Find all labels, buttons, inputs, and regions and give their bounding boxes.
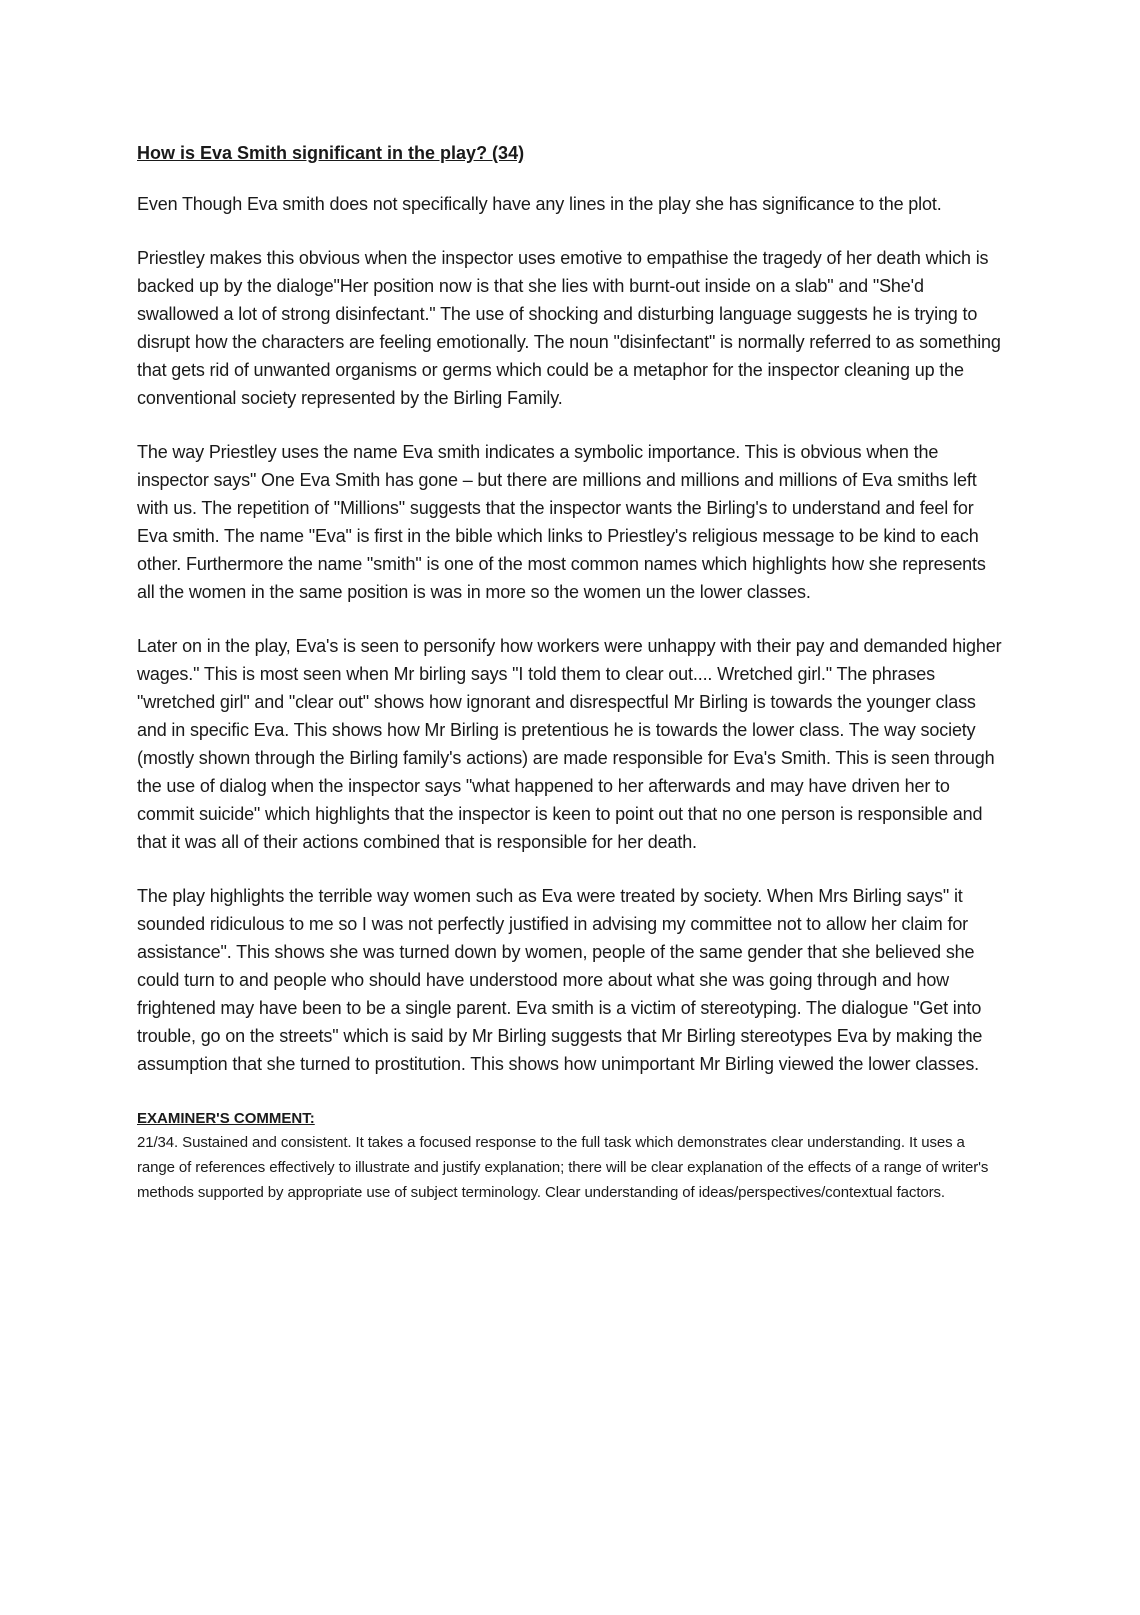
document-page	[137, 140, 1003, 1205]
examiner-comment-text: 21/34. Sustained and consistent. It takes a focused response to the full task which demonstrates clear understanding. It uses a range of references effectively to illustrate and justify explanation; there will be clear explanation of the effects of a range of writer's methods supported by appropriate use of subject terminology. Clear understanding of ideas/perspectives/contextual factors.	[137, 1134, 989, 1201]
essay-paragraph-1: Even Though Eva smith does not specifically have any lines in the play she has significance to the plot.	[137, 194, 942, 214]
essay-title: How is Eva Smith significant in the play? (34)	[137, 143, 525, 163]
essay-paragraph-4: Later on in the play, Eva's is seen to personify how workers were unhappy with their pay and demanded higher wages." This is most seen when Mr birling says "I told them to clear out.... Wretched girl." The phrases "wretched girl" and "clear out" shows how ignorant and disrespectful Mr Birling is towards the younger class and in specific Eva. This shows how Mr Birling is pretentious he is towards the lower class. The way society (mostly shown through the Birling family's actions) are made responsible for Eva's Smith. This is seen through the use of dialog when the inspector says "what happened to her afterwards and may have driven her to commit suicide" which highlights that the inspector is keen to point out that no one person is responsible and that it was all of their actions combined that is responsible for her death.	[137, 636, 1002, 852]
essay-paragraph-3: The way Priestley uses the name Eva smith indicates a symbolic importance. This is obvious when the inspector says" One Eva Smith has gone – but there are millions and millions and millions of Eva smiths left with us. The repetition of "Millions" suggests that the inspector wants the Birling's to understand and feel for Eva smith. The name "Eva" is first in the bible which links to Priestley's religious message to be kind to each other. Furthermore the name "smith" is one of the most common names which highlights how she represents all the women in the same position is was in more so the women un the lower classes.	[137, 442, 986, 602]
essay-paragraph-5: The play highlights the terrible way women such as Eva were treated by society. When Mrs Birling says" it sounded ridiculous to me so I was not perfectly justified in advising my committee not to allow her claim for assistance". This shows she was turned down by women, people of the same gender that she believed she could turn to and people who should have understood more about what she was going through and how frightened may have been to be a single parent. Eva smith is a victim of stereotyping. The dialogue "Get into trouble, go on the streets" which is said by Mr Birling suggests that Mr Birling stereotypes Eva by making the assumption that she turned to prostitution. This shows how unimportant Mr Birling viewed the lower classes.	[137, 886, 983, 1074]
examiner-comment-heading: EXAMINER'S COMMENT:	[137, 1110, 315, 1127]
essay-paragraph-2: Priestley makes this obvious when the inspector uses emotive to empathise the tragedy of her death which is backed up by the dialoge"Her position now is that she lies with burnt-out inside on a slab" and "She'd swallowed a lot of strong disinfectant." The use of shocking and disturbing language suggests he is trying to disrupt how the characters are feeling emotionally. The noun "disinfectant" is normally referred to as something that gets rid of unwanted organisms or germs which could be a metaphor for the inspector cleaning up the conventional society represented by the Birling Family.	[137, 248, 1001, 408]
